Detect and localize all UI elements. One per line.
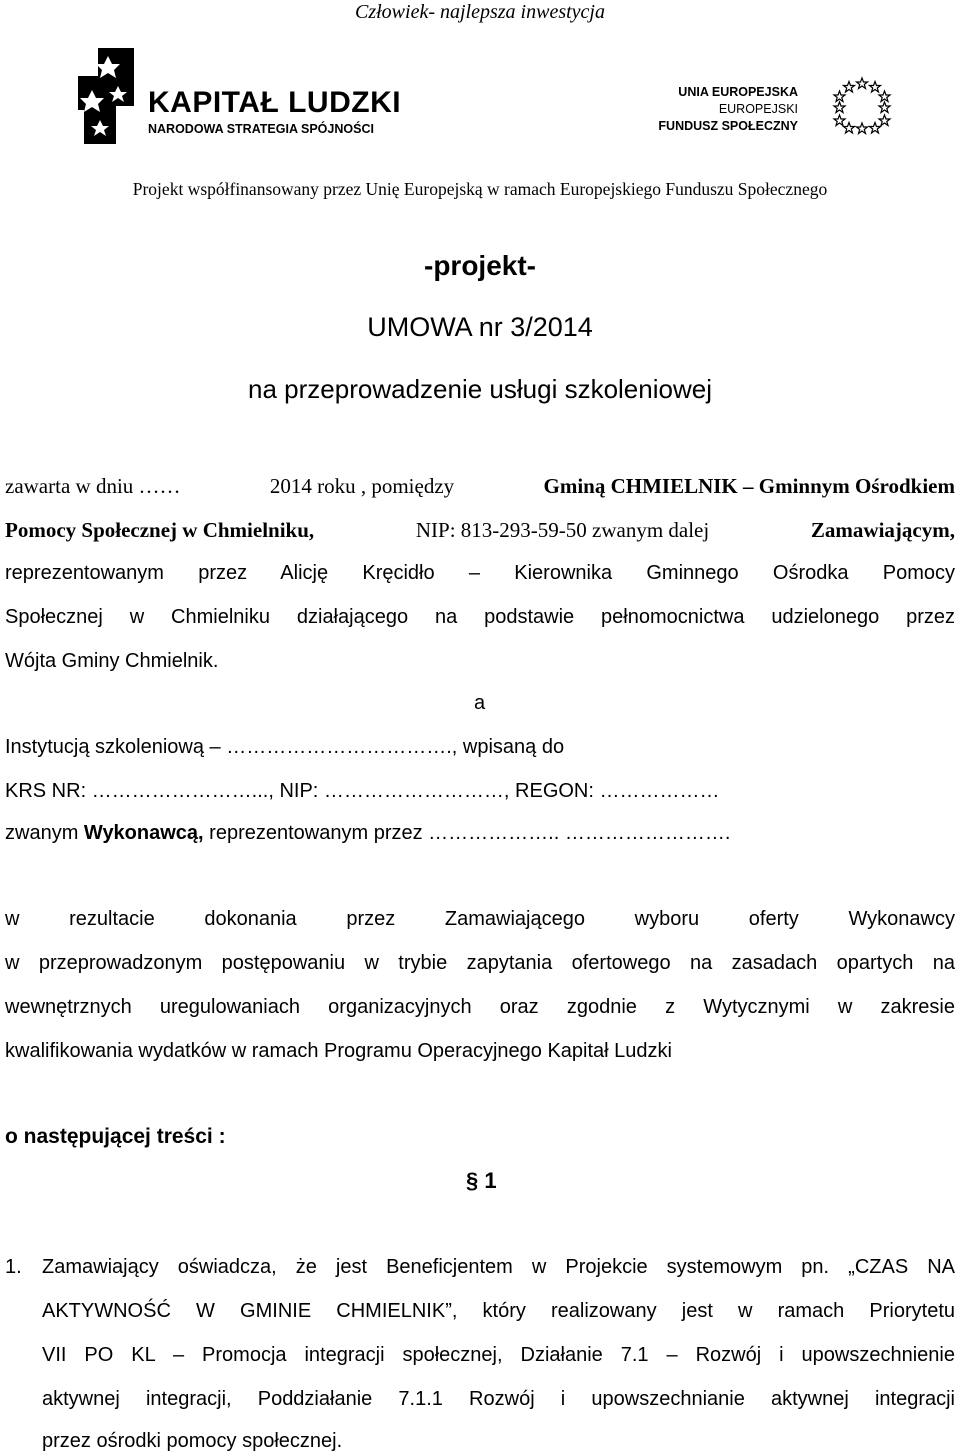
clause-line-2: AKTYWNOŚĆ W GMINIE CHMIELNIK”, który realizowany jest w ramach Priorytetu [42,1300,955,1322]
conjunction: a [474,692,486,714]
clause-line-4: aktywnej integracji, Poddziałanie 7.1.1 Rozwój i upowszechnianie aktywnej integracji [42,1388,955,1410]
kapital-ludzki-title: KAPITAŁ LUDZKI [148,86,402,119]
eu-logo-text [658,84,798,135]
basis-line-3: wewnętrznych uregulowaniach organizacyjnych oraz zgodnie z Wytycznymi w zakresie [5,996,955,1018]
contract-subject: na przeprowadzenie usługi szkoleniowej [248,374,712,404]
parties-line-5: Wójta Gminy Chmielnik. [5,650,219,672]
section-number: § 1 [466,1168,497,1193]
contractor-role: Wykonawcą, [83,822,204,844]
contractor-line-3 [5,822,955,845]
eu-social-fund-logo [658,72,928,142]
employer-nip: NIP: 813-293-59-50 zwanym dalej [415,518,710,542]
parties-line-3: reprezentowanym przez Alicję Kręcidło – Kierownika Gminnego Ośrodka Pomocy [5,562,955,584]
clause-line-5: przez ośrodki pomocy społecznej. [42,1430,343,1452]
clause-line-1: Zamawiający oświadcza, że jest Beneficjentem w Projekcie systemowym pn. „CZAS NA [42,1256,955,1278]
clause-line-3: VII PO KL – Promocja integracji społecznej, Działanie 7.1 – Rozwój i upowszechnienie [42,1344,955,1366]
date-clause: zawarta w dniu …… [5,474,181,498]
employer-role: Zamawiającym, [810,518,955,542]
parties-line-4: Społecznej w Chmielniku działającego na podstawie pełnomocnictwa udzielonego przez [5,606,955,628]
parties-line-2 [5,518,955,543]
kapital-ludzki-subtitle: NARODOWA STRATEGIA SPÓJNOŚCI [148,122,374,136]
header-motto: Człowiek- najlepsza inwestycja [355,1,605,23]
basis-line-4: kwalifikowania wydatków w ramach Programu Operacyjnego Kapitał Ludzki [5,1040,672,1062]
basis-line-1: w rezultacie dokonania przez Zamawiającego wyboru oferty Wykonawcy [5,908,955,930]
eu-stars-icon [832,75,892,135]
eu-line-2: EUROPEJSKI [718,102,798,116]
content-heading: o następującej treści : [5,1125,226,1148]
contractor-rep: reprezentowanym przez ……………….. ……………………. [209,822,731,844]
clause-number: 1. [5,1256,22,1278]
kapital-ludzki-emblem-icon [78,46,140,146]
employer-name-cont: Pomocy Społecznej w Chmielniku, [5,518,315,542]
basis-line-2: w przeprowadzonym postępowaniu w trybie zapytania ofertowego na zasadach opartych na [5,952,955,974]
eu-line-1: UNIA EUROPEJSKA [678,85,798,99]
parties-line-1 [5,474,955,499]
year-clause: 2014 roku , pomiędzy [269,474,455,498]
contractor-line-2: KRS NR: ……………………..., NIP: ………………………, REGON: ……………… [5,780,720,802]
draft-label: -projekt- [424,250,536,281]
contractor-called: zwanym [5,822,79,844]
contractor-line-1: Instytucją szkoleniową – ……………………………., wpisaną do [5,736,565,758]
cofinancing-note: Projekt współfinansowany przez Unię Europejską w ramach Europejskiego Funduszu Społecznego [132,179,828,199]
contract-title: UMOWA nr 3/2014 [367,312,593,342]
employer-name: Gminą CHMIELNIK – Gminnym Ośrodkiem [543,474,955,498]
eu-line-3: FUNDUSZ SPOŁECZNY [658,119,798,133]
kapital-ludzki-logo [78,46,402,150]
